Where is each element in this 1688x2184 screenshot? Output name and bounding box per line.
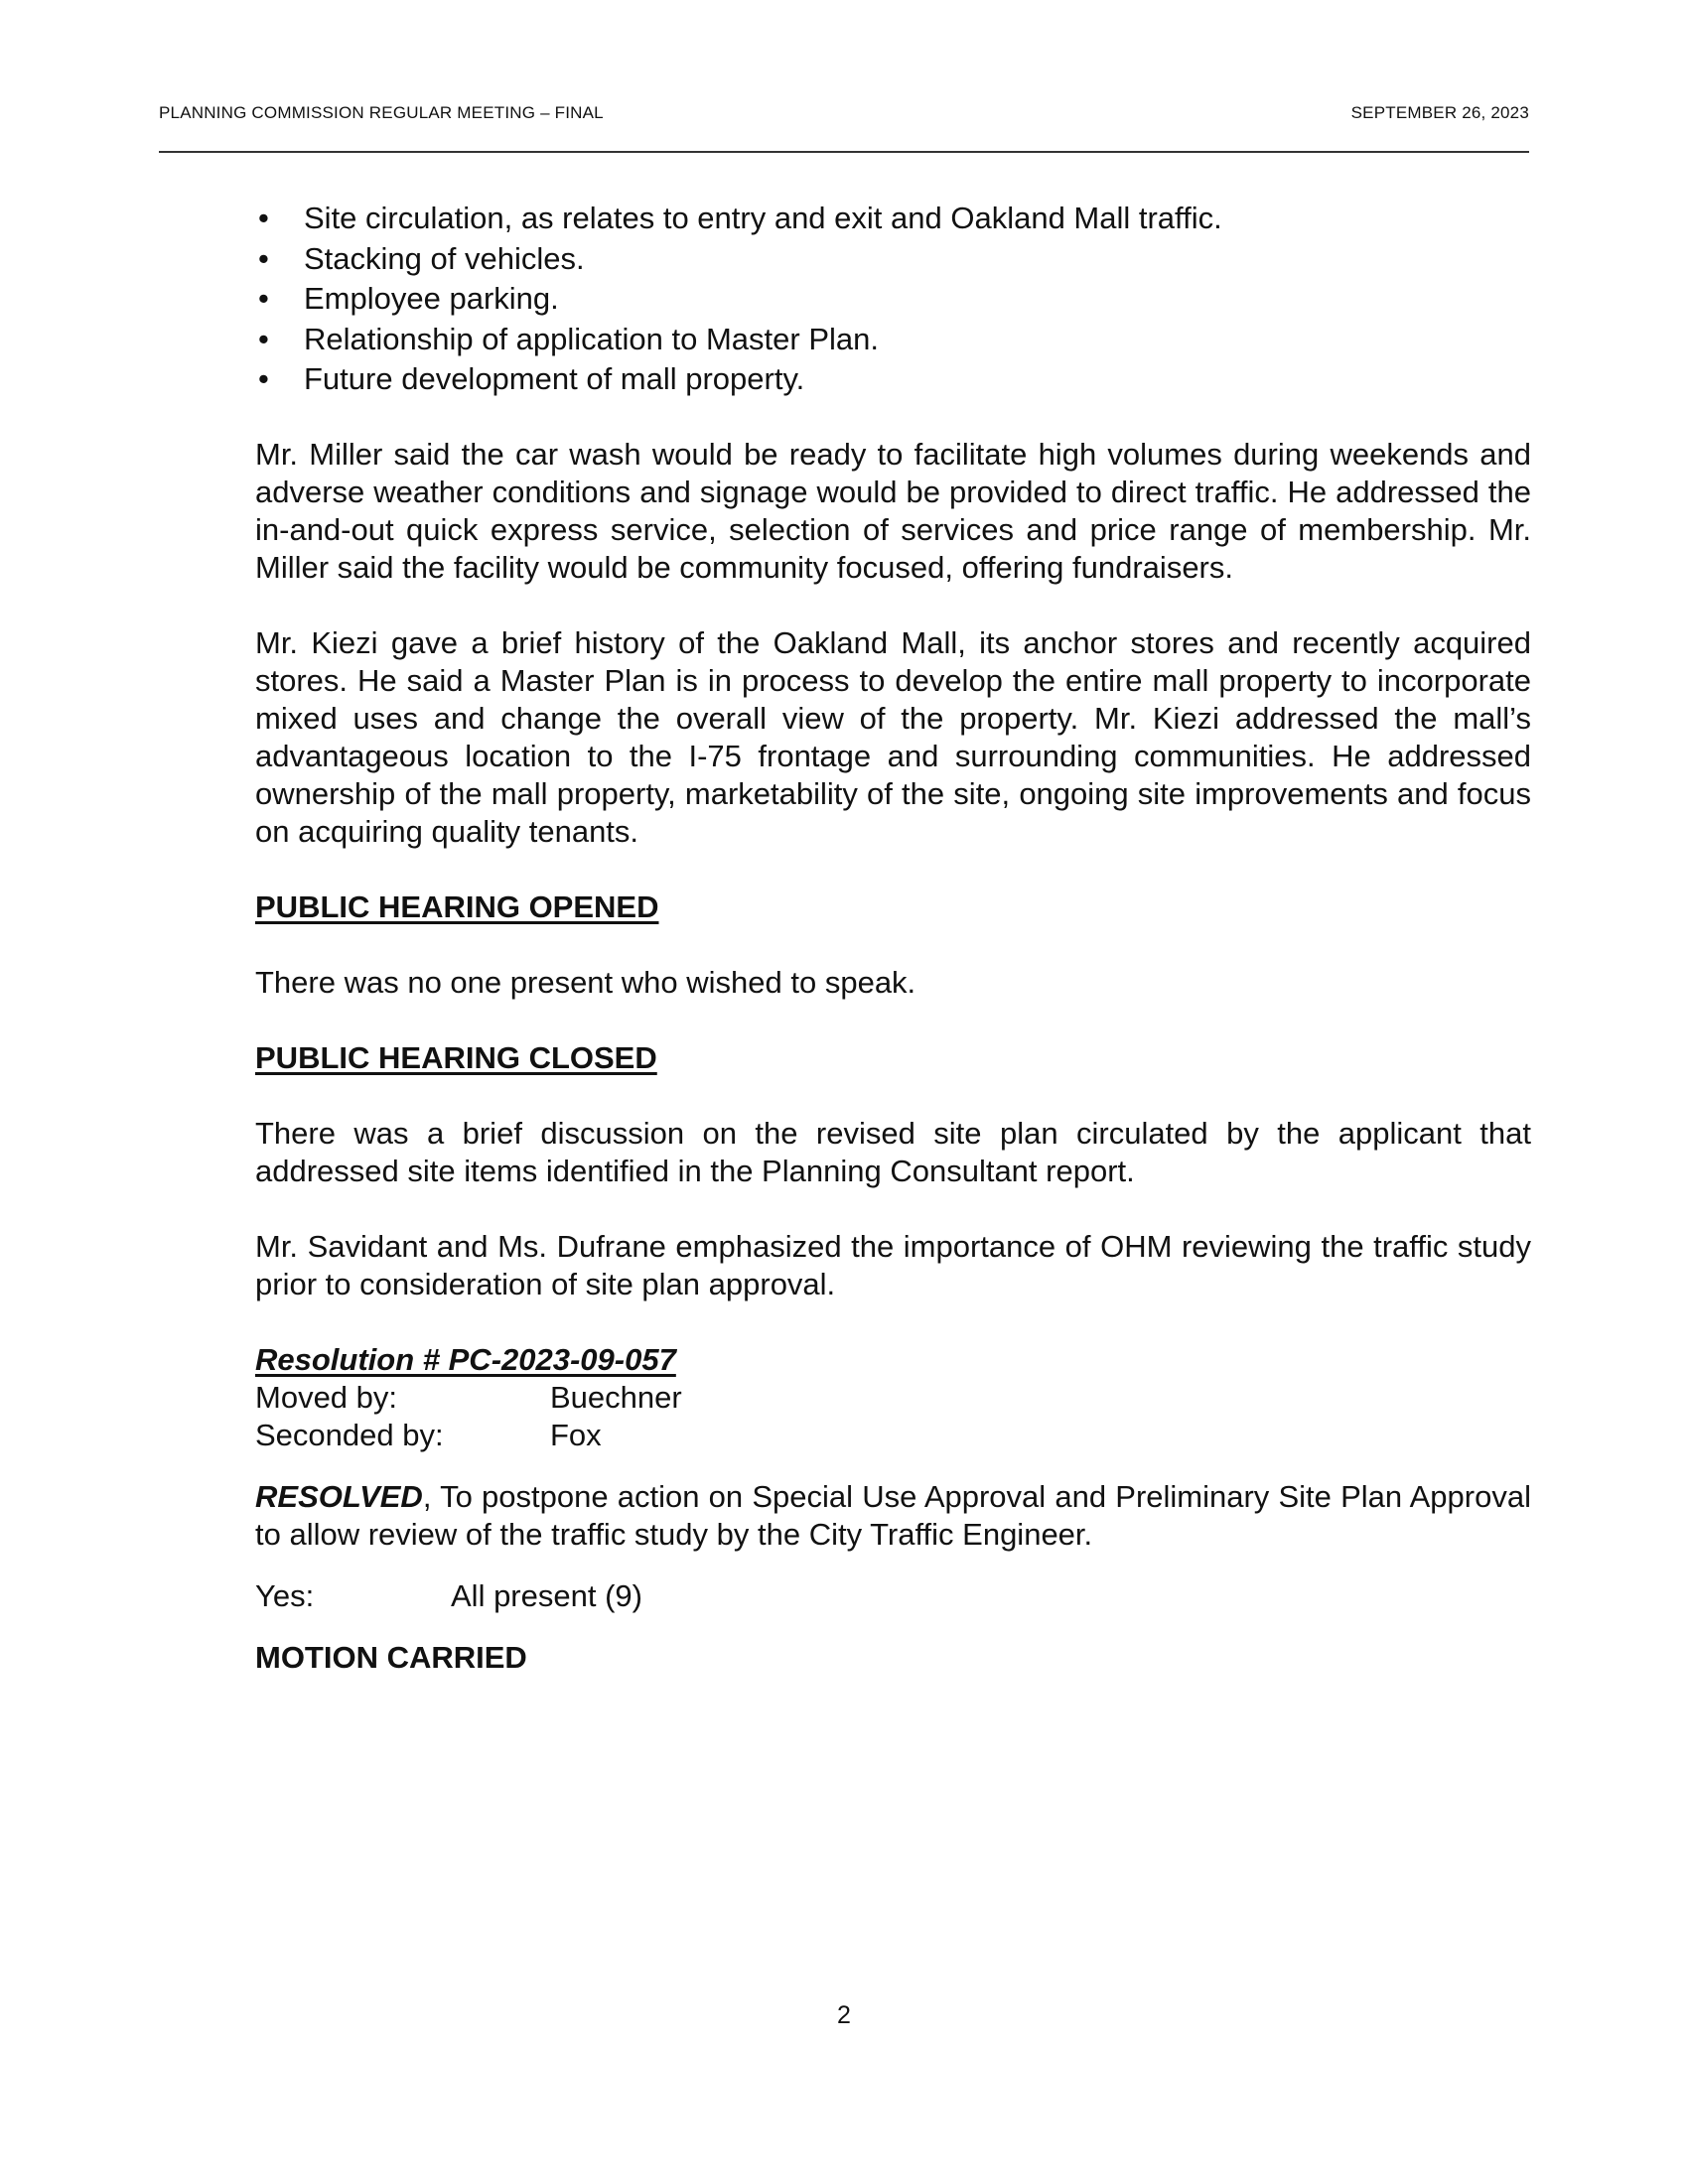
- page-number: 2: [837, 2001, 851, 2029]
- bullet-icon: •: [258, 240, 269, 276]
- list-item-text: Stacking of vehicles.: [304, 240, 585, 276]
- vote-row: [255, 1577, 1531, 1615]
- discussion-paragraph: There was a brief discussion on the revised site plan circulated by the applicant that addressed site items identified in the Planning Consultant report.: [255, 1115, 1531, 1188]
- moved-by-label: Moved by:: [255, 1379, 398, 1415]
- resolved-paragraph: [255, 1478, 1531, 1554]
- seconded-by-label: Seconded by:: [255, 1417, 444, 1452]
- resolved-text: , To postpone action on Special Use Approval and Preliminary Site Plan Approval to allow review of the traffic study by the City Traffic Engineer.: [255, 1478, 1531, 1552]
- list-item: [255, 279, 1531, 320]
- header-date: SEPTEMBER 26, 2023: [1350, 103, 1529, 122]
- resolved-keyword: RESOLVED: [255, 1478, 423, 1514]
- concerns-list: [255, 199, 1531, 400]
- page-header: [159, 99, 1529, 153]
- moved-by-value: Buechner: [550, 1379, 682, 1415]
- no-speakers-paragraph: There was no one present who wished to speak.: [255, 964, 916, 1000]
- seconded-by-row: [255, 1417, 1531, 1454]
- list-item-text: Site circulation, as relates to entry and exit and Oakland Mall traffic.: [304, 201, 1222, 235]
- public-hearing-closed-heading: PUBLIC HEARING CLOSED: [255, 1039, 657, 1075]
- motion-result: MOTION CARRIED: [255, 1639, 527, 1675]
- list-item: [255, 359, 1531, 400]
- bullet-icon: •: [258, 281, 269, 316]
- bullet-icon: •: [258, 201, 269, 235]
- header-meeting-title: PLANNING COMMISSION REGULAR MEETING – FINAL: [159, 103, 604, 122]
- moved-by-row: [255, 1379, 1531, 1417]
- list-item: [255, 199, 1531, 239]
- vote-label: Yes:: [255, 1577, 315, 1613]
- list-item-text: Future development of mall property.: [304, 361, 805, 396]
- seconded-by-value: Fox: [550, 1417, 602, 1452]
- public-hearing-opened-heading: PUBLIC HEARING OPENED: [255, 888, 659, 924]
- miller-paragraph: Mr. Miller said the car wash would be ready to facilitate high volumes during weekends and adverse weather conditions and signage would be provided to direct traffic. He addressed the in-and-out quick express service, selection of services and price range of membership. Mr. Miller said the facility would be community focused, offering fundraisers.: [255, 436, 1531, 585]
- kiezi-paragraph: Mr. Kiezi gave a brief history of the Oakland Mall, its anchor stores and recently acquired stores. He said a Master Plan is in process to develop the entire mall property to incorporate mixed uses and change the overall view of the property. Mr. Kiezi addressed the mall’s advantageous location to the I-75 frontage and surrounding communities. He addressed ownership of the mall property, marketability of the site, ongoing site improvements and focus on acquiring quality tenants.: [255, 624, 1531, 849]
- list-item: [255, 320, 1531, 360]
- savidant-paragraph: Mr. Savidant and Ms. Dufrane emphasized the importance of OHM reviewing the traffic study prior to consideration of site plan approval.: [255, 1228, 1531, 1301]
- list-item: [255, 239, 1531, 280]
- list-item-text: Relationship of application to Master Plan.: [304, 321, 879, 356]
- document-body: [255, 199, 1531, 1677]
- resolution-title: Resolution # PC-2023-09-057: [255, 1341, 676, 1377]
- bullet-icon: •: [258, 361, 269, 396]
- bullet-icon: •: [258, 321, 269, 356]
- vote-value: All present (9): [451, 1577, 642, 1613]
- list-item-text: Employee parking.: [304, 281, 559, 316]
